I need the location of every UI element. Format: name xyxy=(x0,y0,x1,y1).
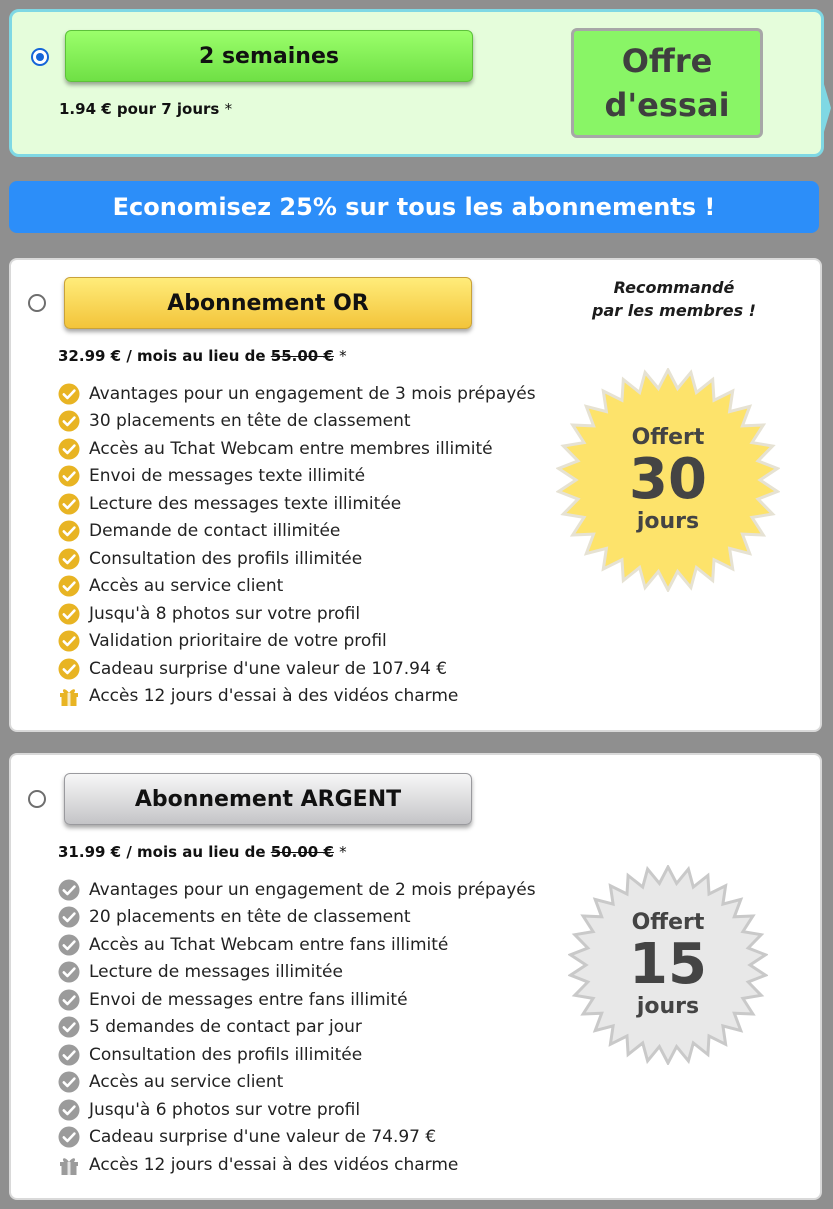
check-circle-icon xyxy=(58,575,80,597)
check-circle-icon xyxy=(58,630,80,652)
plan-card-or[interactable] xyxy=(9,258,822,732)
check-circle-icon xyxy=(58,1016,80,1038)
feature-item xyxy=(58,1151,536,1179)
feature-item xyxy=(58,490,536,518)
or-price: 32.99 € / mois au lieu de xyxy=(58,347,266,365)
recommended-line1: Recommandé xyxy=(613,278,735,297)
check-circle-icon xyxy=(58,1126,80,1148)
or-badge-line1: Offert xyxy=(631,425,705,450)
check-circle-icon xyxy=(58,906,80,928)
feature-item xyxy=(58,904,536,932)
trial-plan-button[interactable] xyxy=(65,30,473,82)
check-circle-icon xyxy=(58,383,80,405)
argent-price-line xyxy=(58,843,347,861)
feature-item xyxy=(58,435,536,463)
feature-text: Consultation des profils illimitée xyxy=(89,548,363,569)
check-circle-icon xyxy=(58,603,80,625)
feature-text: Demande de contact illimitée xyxy=(89,521,341,542)
argent-price: 31.99 € / mois au lieu de xyxy=(58,843,266,861)
feature-text: Jusqu'à 8 photos sur votre profil xyxy=(89,603,361,624)
feature-text: Cadeau surprise d'une valeur de 74.97 € xyxy=(89,1127,437,1148)
or-radio[interactable] xyxy=(28,294,46,312)
gift-icon xyxy=(58,1154,80,1176)
argent-badge-number: 15 xyxy=(629,932,707,997)
feature-text: 5 demandes de contact par jour xyxy=(89,1017,362,1038)
argent-asterisk: * xyxy=(339,843,347,861)
feature-item xyxy=(58,931,536,959)
gift-icon xyxy=(58,685,80,707)
feature-text: Cadeau surprise d'une valeur de 107.94 € xyxy=(89,658,448,679)
feature-text: Consultation des profils illimitée xyxy=(89,1044,363,1065)
feature-text: Envoi de messages entre fans illimité xyxy=(89,989,408,1010)
check-circle-icon xyxy=(58,1044,80,1066)
check-circle-icon xyxy=(58,1099,80,1121)
argent-badge-line3: jours xyxy=(636,994,700,1019)
or-price-line xyxy=(58,347,347,365)
feature-text: Accès au service client xyxy=(89,576,284,597)
or-feature-list xyxy=(58,380,536,710)
recommended-note xyxy=(589,276,759,322)
feature-text: Accès au service client xyxy=(89,1072,284,1093)
trial-badge-line1: Offre xyxy=(621,42,713,80)
savings-banner-text: Economisez 25% sur tous les abonnements ! xyxy=(112,193,716,221)
or-plan-label: Abonnement OR xyxy=(167,290,369,316)
feature-item xyxy=(58,986,536,1014)
trial-badge-line2: d'essai xyxy=(604,86,730,124)
check-circle-icon xyxy=(58,934,80,956)
check-circle-icon xyxy=(58,658,80,680)
feature-text: Avantages pour un engagement de 3 mois prépayés xyxy=(89,383,536,404)
feature-item xyxy=(58,683,536,711)
feature-text: Accès au Tchat Webcam entre fans illimité xyxy=(89,934,449,955)
or-badge-line3: jours xyxy=(636,509,700,534)
recommended-line2: par les membres ! xyxy=(592,301,756,320)
trial-plan-label: 2 semaines xyxy=(199,43,339,69)
feature-item xyxy=(58,600,536,628)
feature-text: Lecture de messages illimitée xyxy=(89,962,343,983)
trial-offer-card[interactable] xyxy=(9,9,824,157)
check-circle-icon xyxy=(58,493,80,515)
check-circle-icon xyxy=(58,961,80,983)
feature-text: Accès 12 jours d'essai à des vidéos charme xyxy=(89,1154,459,1175)
feature-item xyxy=(58,1041,536,1069)
feature-item xyxy=(58,463,536,491)
feature-text: Lecture des messages texte illimitée xyxy=(89,493,402,514)
feature-item xyxy=(58,876,536,904)
card-notch xyxy=(821,74,831,142)
feature-item xyxy=(58,1096,536,1124)
feature-item xyxy=(58,959,536,987)
trial-price xyxy=(59,100,232,118)
plan-card-argent[interactable] xyxy=(9,753,822,1200)
feature-text: Jusqu'à 6 photos sur votre profil xyxy=(89,1099,361,1120)
or-plan-button[interactable] xyxy=(64,277,472,329)
check-circle-icon xyxy=(58,879,80,901)
or-old-price: 55.00 € xyxy=(270,347,334,365)
check-circle-icon xyxy=(58,520,80,542)
feature-text: 20 placements en tête de classement xyxy=(89,907,411,928)
feature-item xyxy=(58,1124,536,1152)
feature-text: Accès au Tchat Webcam entre membres illimité xyxy=(89,438,493,459)
or-offer-burst xyxy=(556,368,780,592)
feature-item xyxy=(58,518,536,546)
trial-asterisk: * xyxy=(224,100,233,118)
feature-item xyxy=(58,545,536,573)
feature-text: Envoi de messages texte illimité xyxy=(89,466,366,487)
check-circle-icon xyxy=(58,465,80,487)
or-badge-number: 30 xyxy=(629,447,707,512)
argent-radio[interactable] xyxy=(28,790,46,808)
check-circle-icon xyxy=(58,438,80,460)
feature-item xyxy=(58,628,536,656)
argent-plan-label: Abonnement ARGENT xyxy=(134,786,402,812)
or-asterisk: * xyxy=(339,347,347,365)
feature-item xyxy=(58,573,536,601)
argent-feature-list xyxy=(58,876,536,1179)
check-circle-icon xyxy=(58,410,80,432)
feature-text: Validation prioritaire de votre profil xyxy=(89,631,387,652)
feature-text: Accès 12 jours d'essai à des vidéos charme xyxy=(89,686,459,707)
savings-banner xyxy=(9,181,819,233)
feature-text: 30 placements en tête de classement xyxy=(89,411,411,432)
argent-old-price: 50.00 € xyxy=(270,843,334,861)
check-circle-icon xyxy=(58,548,80,570)
trial-badge xyxy=(571,28,763,138)
feature-item xyxy=(58,408,536,436)
feature-item xyxy=(58,1014,536,1042)
feature-item xyxy=(58,1069,536,1097)
argent-offer-burst xyxy=(568,865,768,1065)
feature-item xyxy=(58,380,536,408)
check-circle-icon xyxy=(58,989,80,1011)
trial-radio[interactable] xyxy=(31,48,49,66)
feature-item xyxy=(58,655,536,683)
argent-badge-line1: Offert xyxy=(631,910,705,935)
trial-price-text: 1.94 € pour 7 jours xyxy=(59,100,220,118)
feature-text: Avantages pour un engagement de 2 mois prépayés xyxy=(89,879,536,900)
check-circle-icon xyxy=(58,1071,80,1093)
argent-plan-button[interactable] xyxy=(64,773,472,825)
